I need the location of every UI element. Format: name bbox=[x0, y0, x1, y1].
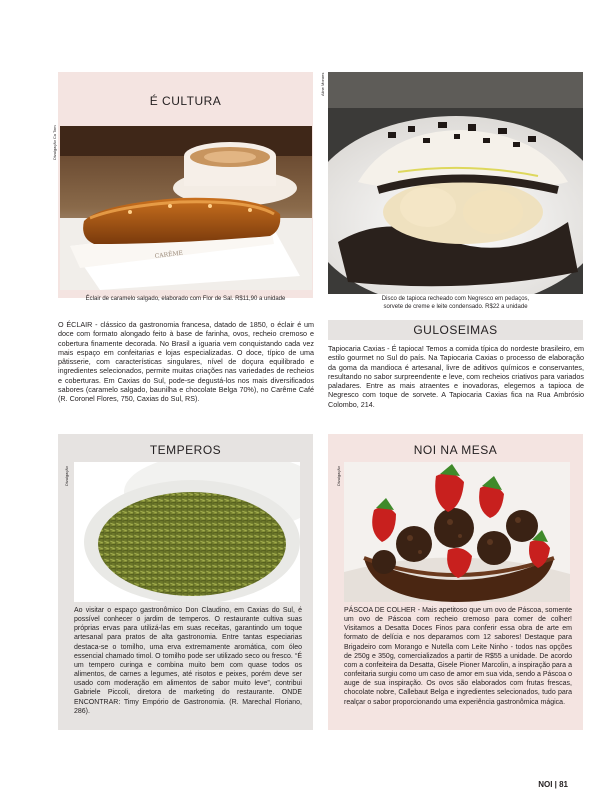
guloseimas-title: GULOSEIMAS bbox=[413, 323, 498, 337]
eclair-photo bbox=[60, 126, 312, 290]
temperos-title: TEMPEROS bbox=[149, 443, 222, 457]
guloseimas-caption-line-2: sorvete de creme e leite condensado. R$22 a unidade bbox=[383, 304, 528, 310]
cultura-photo-credit: Divulgação Ca Tom bbox=[52, 125, 57, 160]
guloseimas-photo-credit: Aline Moraes bbox=[320, 72, 325, 96]
thyme-photo bbox=[74, 462, 300, 602]
mesa-body: PÁSCOA DE COLHER - Mais apetitoso que um ovo de Páscoa, somente um ovo de Páscoa com recheio cremoso para comer de colher! Visitamos a Desatta Doces Finos para conferir essa obra de arte em formato de delícia e nos deparamos com 12 sabores! Destaque para Brigadeiro com Morango e Nutella com Leite Ninho - todos nas opções de 250g e 350g, comercializados a partir de R$55 a unidade. De acordo com a confeiteira da Desatta, Gisele Pioner Marcolin, a inspiração para a confeitaria surgiu como um caso de amor em sua vida, sendo a Páscoa o auge de sua inspiração. Os ovos são elaborados com frutas frescas, chocolate nobre, Callebaut Belga e ingredientes selecionados, tudo para realçar o sabor proporcionando uma experiência gastronômica mágica. bbox=[344, 607, 573, 706]
guloseimas-body: Tapiocaria Caxias - É tapioca! Temos a comida típica do nordeste brasileiro, em estilo gourmet no Sul do país. Na Tapiocaria Caxias o processo de elaboração da goma da mandioca é artesanal, livre de aditivos químicos e conservantes, resultando no sabor surpreendente e leve, com recheios criativos para variados paladares. Entre as mais atraentes e inovadoras, elegemos a tapioca de Negresco com toque de sorvete. A Tapiocaria Caxias fica na Rua Ambrósio Colombo, 214. bbox=[328, 344, 584, 409]
cultura-title: É CULTURA bbox=[149, 94, 222, 108]
temperos-photo-credit: Divulgação bbox=[64, 466, 69, 486]
temperos-body: Ao visitar o espaço gastronômico Don Claudino, em Caxias do Sul, é possível conhecer o jardim de temperos. O restaurante cultiva suas próprias ervas para utilizá-las em suas receitas, garantindo um toque artesanal para pratos de alta gastronomia. Entre tantas especiarias destaca-se o tomilho, uma erva extremamente aromática, com óleo essencial chamado timol. O tomilho pode ser utilizado seco ou fresco. “É um tempero curinga e combina muito bem com quase todos os alimentos, de carnes a legumes, até risotos e peixes, porém deve ser usado com moderação em alimentos de sabor muito leve”, contribui Gabriele Piccoli, diretora de marketing do restaurante. ONDE ENCONTRAR: Timy Empório de Gastronomia. (R. Marechal Floriano, 286). bbox=[74, 607, 302, 715]
cultura-body: O ÉCLAIR - clássico da gastronomia francesa, datado de 1850, o éclair é um doce com formato alongado feito à base de farinha, ovos, recheio cremoso e cobertura finamente decorada. No Brasil a iguaria vem conquistando cada vez mais espaço em confeitarias e lojas especializadas. O doce, típico de uma pâtisserie, com características singulares, nível de doçura equilibrado e ingredientes selecionados, permite muitas criações nas variedades de recheios e coberturas. Em Caxias do Sul, pode-se degustá-los nos mais diversificados sabores (caramelo salgado, baunilha e chocolate Belga 70%), no Carême Café (R. Coronel Flores, 750, Caxias do Sul, RS). bbox=[58, 320, 314, 404]
svg-text:CARÊME: CARÊME bbox=[154, 249, 184, 260]
easter-egg-photo bbox=[344, 462, 570, 602]
mesa-title: NOI NA MESA bbox=[413, 443, 498, 457]
cultura-caption: Éclair de caramelo salgado, elaborado com Flor de Sal. R$11,90 a unidade bbox=[85, 296, 286, 302]
page-number: NOI | 81 bbox=[538, 780, 568, 789]
mesa-photo-credit: Divulgação bbox=[336, 466, 341, 486]
tapioca-photo bbox=[328, 72, 583, 294]
guloseimas-caption-line-1: Disco de tapioca recheado com Negresco em pedaços, bbox=[381, 296, 530, 302]
